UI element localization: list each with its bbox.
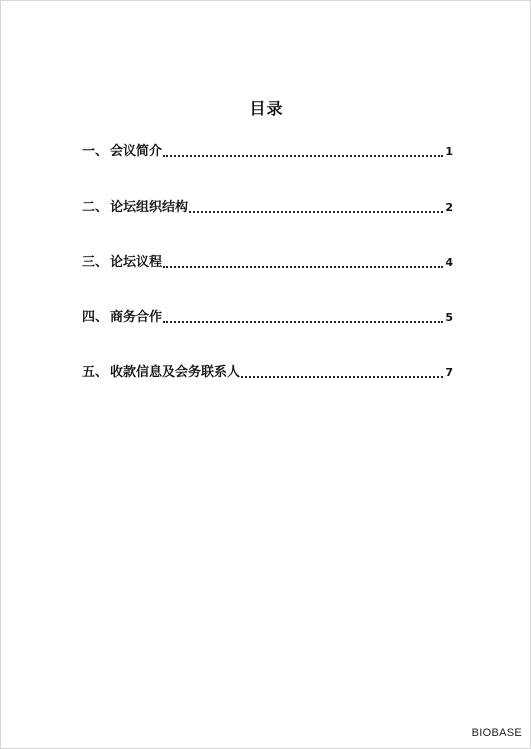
toc-entry-introduction[interactable]	[82, 140, 453, 160]
toc-entry-number: 四、	[82, 310, 109, 325]
toc-entry-number: 五、	[82, 365, 109, 380]
toc-entry-text: 商务合作	[110, 310, 163, 325]
toc-entry-text: 会议简介	[110, 144, 163, 159]
toc-page-number: 5	[445, 311, 453, 324]
toc-entry-payment-contacts[interactable]	[82, 361, 453, 381]
toc-page-number: 1	[445, 145, 453, 158]
toc-entry-business-cooperation[interactable]	[82, 306, 453, 326]
toc-entry-number: 一、	[82, 144, 109, 159]
toc-dot-leader	[241, 375, 443, 378]
toc-entry-number: 三、	[82, 255, 109, 270]
toc-dot-leader	[163, 154, 443, 157]
toc-entry-text: 论坛议程	[110, 255, 163, 270]
toc-dot-leader	[163, 320, 443, 323]
toc-dot-leader	[163, 265, 443, 268]
toc-entry-agenda[interactable]	[82, 251, 453, 271]
toc-title: 目录	[249, 99, 284, 118]
toc-entry-text: 收款信息及会务联系人	[110, 365, 241, 380]
toc-page-number: 7	[445, 366, 453, 379]
toc-entry-organization[interactable]	[82, 196, 453, 216]
toc-entry-number: 二、	[82, 200, 109, 215]
toc-page-number: 4	[445, 256, 453, 269]
footer-brand: BIOBASE	[471, 727, 522, 739]
toc-entry-text: 论坛组织结构	[110, 200, 189, 215]
toc-dot-leader	[189, 210, 443, 213]
toc-page-number: 2	[445, 201, 453, 214]
